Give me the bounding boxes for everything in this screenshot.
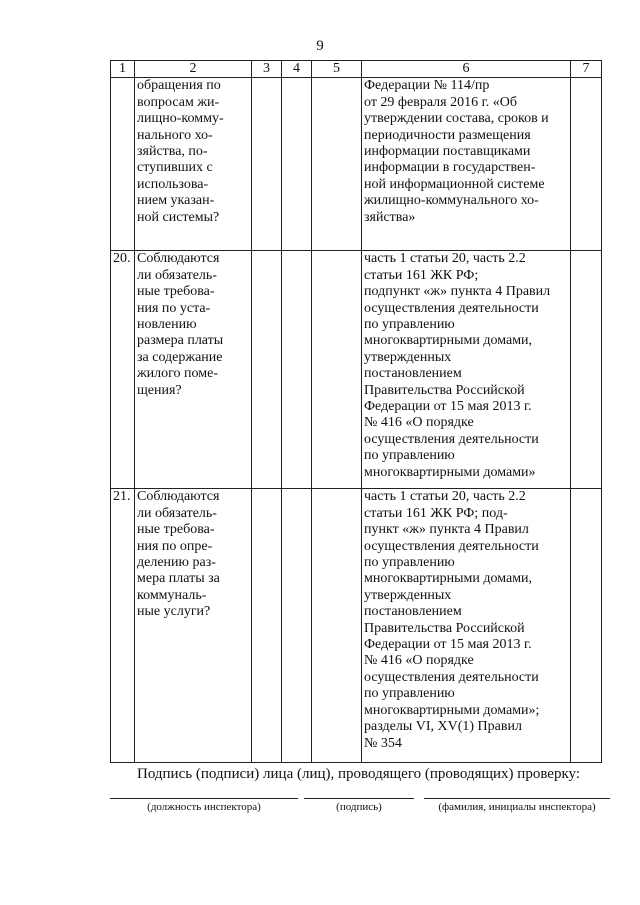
page-number: 9	[316, 38, 324, 54]
question-cell: Соблюдаются ли обязатель- ные требова- ния по опре- делению раз- мера платы за коммуналь- ные услуги?	[135, 489, 252, 763]
empty-cell	[282, 78, 312, 251]
table-row	[111, 489, 602, 763]
question-cell: Соблюдаются ли обязатель- ные требова- ния по уста- новлению размера платы за содержание жилого поме- щения?	[135, 251, 252, 489]
empty-cell	[252, 251, 282, 489]
empty-cell	[252, 489, 282, 763]
checklist-table	[110, 60, 602, 763]
legal-reference-cell: часть 1 статьи 20, часть 2.2 статьи 161 ЖК РФ; под- пункт «ж» пункта 4 Правил осуществления деятельности по управлению многоквартирными домами, утвержденных постановлением Правительства Российской Федерации от 15 мая 2013 г. № 416 «О порядке осуществления деятельности по управлению многоквартирными домами»; разделы VI, XV(1) Правил № 354	[362, 489, 571, 763]
signature-line-position	[110, 798, 298, 799]
question-cell: обращения по вопросам жи- лищно-комму- нального хо- зяйства, по- ступивших с использова- нием указан- ной системы?	[135, 78, 252, 251]
empty-cell	[282, 251, 312, 489]
empty-cell	[312, 251, 362, 489]
empty-cell	[282, 489, 312, 763]
column-header: 4	[282, 61, 312, 78]
row-number: 21.	[111, 489, 135, 763]
empty-cell	[252, 78, 282, 251]
caption-signature: (подпись)	[336, 801, 382, 813]
table-header-row	[111, 61, 602, 78]
table-row	[111, 251, 602, 489]
empty-cell	[312, 489, 362, 763]
column-header: 6	[362, 61, 571, 78]
column-header: 1	[111, 61, 135, 78]
column-header: 3	[252, 61, 282, 78]
empty-cell	[312, 78, 362, 251]
signature-line-name	[424, 798, 610, 799]
signature-line-signature	[304, 798, 414, 799]
column-header: 2	[135, 61, 252, 78]
table-row	[111, 78, 602, 251]
column-header: 5	[312, 61, 362, 78]
empty-cell	[571, 78, 602, 251]
signature-title: Подпись (подписи) лица (лиц), проводящего (проводящих) проверку:	[137, 766, 581, 782]
legal-reference-cell: часть 1 статьи 20, часть 2.2 статьи 161 ЖК РФ; подпункт «ж» пункта 4 Правил осуществления деятельности по управлению многоквартирными домами, утвержденных постановлением Правительства Российской Федерации от 15 мая 2013 г. № 416 «О порядке осуществления деятельности по управлению многоквартирными домами»	[362, 251, 571, 489]
legal-reference-cell: Федерации № 114/пр от 29 февраля 2016 г. «Об утверждении состава, сроков и периодичности размещения информации поставщиками информации в государствен- ной информационной системе жилищно-коммунального хо- зяйства»	[362, 78, 571, 251]
empty-cell	[571, 251, 602, 489]
row-number	[111, 78, 135, 251]
column-header: 7	[571, 61, 602, 78]
caption-inspector-position: (должность инспектора)	[147, 801, 261, 813]
caption-inspector-name: (фамилия, инициалы инспектора)	[438, 801, 596, 813]
row-number: 20.	[111, 251, 135, 489]
empty-cell	[571, 489, 602, 763]
